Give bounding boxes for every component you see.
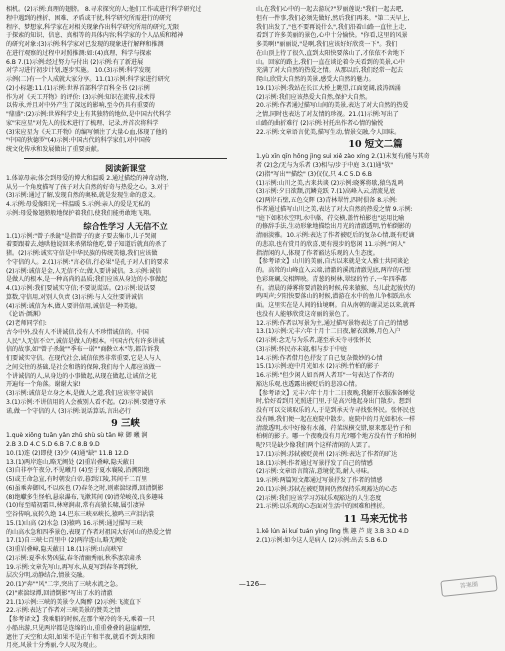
answer-line: 之情,同时也表达了对友情的珍视。21.(1)示例:写出了 (256, 111, 399, 118)
answer-line: (3)示例:怀民亦未寝,相与步于中庭 (256, 345, 347, 353)
answer-line: 程序、梦想家,科学家在对相关现象作出科学研究所用的研究,无限 (6, 23, 179, 31)
answer-line: 算数,守信用,对别人负责 (3)示例:与人交往要讲诚信 (6, 293, 144, 301)
answer-line: 1.kě lún ài kuí tuán yìng lǐng 憔 趣 芦 庞 3.B 3.D 4.D (256, 528, 409, 535)
answer-line: 的悲凉,也有赏月的欣喜,更有漫步的悠闲 11.示例:"闲人" (256, 240, 406, 248)
answer-line: 1.yù xīn qīn hōng jìng suì xiě zào xíng 2.(1)未复有/能与其奇 (256, 153, 430, 161)
answer-line: 者 (2)念/无与为乐者 (3)相与/步于中庭 3.(1)通"欤" (256, 162, 393, 169)
answer-line: 相机。(2)示例:真理的翅膀。 8.寻求探究的人;他们工作或进行科学研究过 (6, 6, 202, 13)
answer-line: 信的故事,如"曾子杀彘""季布一诺""商鞅立木"等,都告诉我 (6, 346, 160, 354)
answer-line: 在山顶上待了很久,直到太阳快要落山了,才依依不舍地下 (256, 49, 405, 57)
answer-line: (1)示例:山川之美,古来共谈 (2)示例:晓雾将歇,猿鸟乱鸣 (256, 179, 404, 187)
answer-line: 山,在我们心中的一起去游玩?"罗丽莲说:"我们一起去吧, (256, 6, 404, 13)
answer-block (256, 6, 495, 137)
answer-line: 鸣叫声;夕阳快要落山的时候,潜游在水中的鱼儿争相跃出水 (256, 293, 411, 301)
answer-line: 之间交往的基础,是社会和谐的保障,我们每个人都应该做一 (6, 363, 161, 371)
answer-line: 但有一件事,我们必须先做好,然后我们再来。"第二天早上, (256, 14, 410, 22)
answer-line: 我们出发了,"也不要再说什么",我们沿着山路一直往上走, (256, 23, 407, 31)
answer-line: 作者通过描写山川之美,表达了对大自然的热爱之情 9.示例: (256, 205, 413, 213)
answer-line: 看到了许多美丽的景色,心中十分愉快。"你看,这里的风景 (256, 32, 408, 40)
answer-line: (2)"素湍绿潭,回清倒影"写出了水的清澈 (6, 589, 113, 597)
answer-line: 遮住了天空和太阳,如果不是正午和半夜,就看不到太阳和 (6, 633, 155, 641)
answer-line: 15.(1)示例:庭中月光如水 (2)示例:竹柏的影子 (256, 363, 380, 371)
answer-line: 对学习进行初步计划,逐步实施。 10.(3)示例:科学发现 (6, 67, 151, 75)
answer-line: 17.(1)示例:苏轼被贬黄州 (2)示例:表达了作者的旷达 (256, 450, 398, 458)
section-title-synthesis: 综合性学习 人无信不立 (83, 220, 168, 231)
answer-line: "中国的狄德罗"(4)示例:中国古代的科学家们,对中国传 (6, 137, 151, 145)
answer-line: (2)示例:诚信是金,人无信不立;做人要讲诚信。3.示例:诚信 (6, 267, 162, 275)
answer-line: (2)老师同学们: (6, 320, 47, 327)
answer-line: 【参考译文】山川的美丽,自古以来就是文人雅士共同谈论 (256, 258, 409, 266)
answer-block (256, 528, 495, 546)
answer-line: 的山高水急和四季景色,表现了作者对祖国大好河山的热爱之情 (6, 528, 172, 536)
answer-line: 猪。(2)示例:诚实守信是中华民族的传统美德,我们应该做 (6, 250, 158, 257)
answer-line: 山路的曲折难行 (2)示例:衬托出作者心情的愉悦 (256, 119, 384, 127)
answer-line: (6)虽乘奔御风,不以疾也 (7)春冬之时,则素湍绿潭,回清倒影 (6, 484, 164, 492)
answer-line: 20.(1)"奔""风"二字,突出了三峡水流之急。 (6, 581, 122, 588)
section-title-sick-horse: 11 马来无忧书 (343, 514, 408, 525)
answer-line: 1.què xiōng tuān yǎn zhǔ shù sù tān 嶂 御 曦 涧 (6, 432, 148, 440)
answer-line: 柏树的影子。哪一个夜晚没有月光?哪个地方没有竹子和柏树 (256, 433, 417, 441)
answer-line: 19.(1)示例:我站在长江大桥上眺望,江面宽阔,波涛汹涌 (256, 84, 401, 92)
answer-line: 4.示例:母爱像阳光一样温暖 5.示例:亲人的爱是无私的 (6, 201, 151, 208)
answer-line: 呢?只是缺少像我们两个这样清闲的人罢了。 (256, 442, 375, 449)
answer-block (6, 432, 245, 651)
answer-line: 于探索的知识、信息、真相等的具体内容;科学家的个人品质和精神 (6, 32, 184, 40)
answer-block (256, 153, 495, 512)
answer-line: (2)示例:夏季水势凶猛,春冬清幽秀丽,秋季凄凉肃杀 (6, 554, 142, 562)
answer-line: 19.示例:文章先写山,再写水,从夏写到春冬再到秋, (6, 563, 139, 571)
answer-line: 20.(1)示例:苏轼在被贬期间仍然保持乐观豁达的心态 (256, 485, 397, 493)
answer-line: (2)两岸石壁,五色交辉 (3)青林翠竹,四时俱备 8.示例: (256, 197, 398, 204)
answer-line: 个守信的人。2.(1)示例:"言必信,行必果"是孔子对人们的要求 (6, 258, 169, 266)
answer-line: (3)示例:通过了解,发现自然的奥秘,就是发现生命的意义。 (6, 192, 160, 200)
answer-line: 层次分明,动静结合,情景交融。 (6, 572, 89, 580)
answer-line: (2)指"写出""描绘" (3)仅仅,只 4.C 5.D 6.B (256, 170, 372, 178)
answer-line: 21.示例:以乐观的心态面对生活中的困难和挫折。 (256, 503, 389, 511)
answer-line: 没有睡,我们便一起在庭院中散步。庭院中的月光如积水一样 (256, 415, 416, 423)
answer-line: 充满了对大自然的热爱之情。从那以后,我们经常一起去 (256, 67, 403, 75)
answer-line: 【参考译文】我乘船的时候,在那个寒冷的冬天,乘着一只 (6, 616, 155, 623)
answer-line: 多美啊!"丽丽说,"是啊,我们应该好好欣赏一下"。我们 (256, 41, 398, 48)
answer-line: (2)示例:我们应该热爱大自然,保护大自然。 (256, 93, 372, 101)
answer-line: 4.(1)示例:我们要诚实守信;不要说谎话。(2)示例:说话要 (6, 285, 156, 292)
answer-line: 2.B 3.D 4.C 5.D 6.B 7.C 8.B 9.D (6, 441, 100, 448)
answer-line: 《论语·颜渊》 (6, 311, 45, 319)
answer-line: 15.(1)山高 (2)水急 (3)猿鸣 16.示例:通过描写三峡 (6, 519, 143, 527)
answer-line: (10)每至晴初霜旦,林寒涧肃,常有高猿长啸,属引凄异 (6, 502, 145, 510)
watermark-stamp: 答案圈 (440, 575, 497, 597)
answer-line: 山。回家的路上,我们一直在谈论着今天看到的美景,心中 (256, 58, 405, 66)
section-title-three-gorges: 9 三峡 (111, 418, 140, 430)
section-title-reading: 阅读新课堂 (105, 162, 146, 173)
answer-line: 6.B 7.(1)示例:经过努力与付出 (2)示例:有了新进展 (6, 58, 144, 66)
answer-line: 13.(1)两岸连山,略无阙处 (2)重岩叠嶂,隐天蔽日 (6, 458, 135, 466)
answer-line: 1.(1)示例:"曾子杀彘"是指曾子的妻子要去集市,儿子哭闹 (6, 232, 157, 240)
answer-line: 示例:母爱像翅膀般地保护着我们,使我们能勇敢地飞翔。 (6, 209, 155, 217)
answer-line: (5)或王命急宣,有时朝发白帝,暮到江陵,其间千二百里 (6, 476, 148, 483)
answer-line: 空谷传响,哀转久绝 14.巴东三峡巫峡长,猿鸣三声泪沾裳 (6, 511, 155, 518)
answer-line: 以传承,并且对中外产生了深远的影响,至今仍具有重要的 (6, 102, 155, 110)
answer-line: 程中遇到的挫折、困难、矛盾或干扰,科学研究所需进行的研究 (6, 14, 172, 22)
answer-line: 示例(二)有一个人成就大家分享。11.(1)示例:科学家进行研究 (6, 76, 170, 83)
answer-line: (3)重岩叠嶂,隐天蔽日 18.(1)示例:山高峡窄 (6, 546, 123, 553)
answer-line: 爬山,欣赏大自然的美景,感受大自然的魅力。 (256, 76, 375, 83)
answer-line: (3)自非亭午夜分,不见曦月 (4)至于夏水襄陵,沿溯阻绝 (6, 467, 150, 475)
answer-line: 18.(1)示例:作者通过写景抒发了自己的情感 (256, 459, 373, 467)
answer-line: 的。高耸的山峰直入云端,清澈的溪流清澈见底,两岸的石壁 (256, 267, 411, 274)
answer-line: 也没有人能够欣赏这奇丽的景色了。 (256, 310, 353, 318)
answer-line: 清澈透明,水中好像有水藻、荇菜纵横交错,原来那是竹子和 (256, 424, 411, 432)
answer-line: 指清闲的人,体现了作者豁达乐观的人生态度。 (256, 249, 379, 257)
answer-line: (2)示例:念无与为乐者,遂至承天寺寻张怀民 (256, 337, 372, 344)
answer-line: 月亮,风景十分秀丽,令人叹为观止。 (6, 642, 101, 650)
answer-line: 13.(1)示例:元丰六年十月十二日夜,解衣欲睡,月色入户 (256, 328, 401, 336)
answer-line: 作为对《天工开物》的评价: (3)示例:知识在流传,技术得 (6, 93, 156, 101)
answer-line: 有。清晨的薄雾将要消散的时候,传来猿猴、鸟儿此起彼伏的 (256, 284, 416, 292)
answer-line: 在进行观察的过程中对照推测:如:(4)真理、科学与探索 (6, 49, 152, 57)
answer-line: 1.体谅母亲;体会到母爱的博大和温暖 2.通过描绘的神奇动物, (6, 174, 169, 182)
answer-line: 面。这里实在是人间的仙境啊。自从南朝的谢灵运以来,就再 (256, 302, 416, 309)
answer-line: 的研究对象:(3)示例:科学家对已发现的现象进行解释和推测 (6, 41, 164, 48)
answer-block (6, 233, 245, 417)
answer-line: 是做人的根本,是一种高尚的品质;我们应该从身边的小事做起 (6, 276, 168, 284)
answer-line: 14.示例:作者借月色抒发了自己复杂微妙的心情 (256, 354, 383, 362)
answer-line: 17.(1)自三峡七百里中 (2)两岸连山,略无阙处 (6, 537, 127, 545)
answer-line: 诺,做一个守信的人 (3)示例:说话算话,言出必行 (6, 407, 131, 415)
answer-line: 从另一个角度描写了孩子对大自然的好奇与热爱之心。3.对于 (6, 183, 169, 191)
answer-line: 家"宋应星"对先人的技术进行了梳理、记录,并首次将科学 (6, 119, 159, 127)
answer-line: 【参考译文】元丰六年十月十二日夜晚,我解开衣服准备睡觉 (256, 389, 416, 397)
answer-line: 22.示例:文章语言优美,描写生动,情景交融,令人回味。 (256, 128, 401, 136)
answer-line: 豁达乐观,也透露出被贬后的悲凉心情。 (256, 380, 361, 388)
answer-line: 人民"人无信不立",诚信是做人的根本。中国古代有许多讲诚 (6, 337, 165, 345)
page-number: —126— (238, 580, 267, 588)
answer-line: 着要跟着去,她哄他说回来杀猪给他吃,曾子知道后就真的杀了 (6, 241, 167, 249)
right-column (256, 6, 495, 566)
answer-line: 19.示例:两篇短文都通过写景抒发了作者的情感 (256, 477, 383, 484)
answer-line: "庭下如积水空明,水中藻、荇交横,盖竹柏影也"运用比喻 (256, 214, 405, 222)
answer-line: 清丽淡雅。10.示例:表达了作者被贬后的复杂心情,既有贬谪 (256, 232, 415, 239)
answer-line: 小船出游,只见两岸都是连绵的山,重重叠叠的悬崖峭壁, (6, 624, 151, 632)
answer-block (6, 175, 245, 219)
answer-line: 21.(1)示例:三峡的美景令人陶醉 (2)示例:飞流直下 (6, 598, 142, 606)
answer-line: 古今中外,没有人不讲诚信,没有人不珍惜诚信的。中国 (6, 328, 149, 336)
answer-line: (3)示例:诚信是立身之本,是做人之道,我们应该坚守诚信 (6, 390, 154, 397)
answer-line: 时,恰好看到月光照进门里,于是高兴地起身出门散步。想到 (256, 398, 411, 406)
answer-line: 22.示例:表达了作者对三峡美景的赞美之情 (6, 607, 121, 615)
answer-block (6, 6, 245, 155)
answer-line: 2.(1)示例:如今这人是病人 (2)示例:出去 5.B 6.D (256, 536, 388, 544)
section-divider (24, 158, 227, 159)
answer-line: 的修辞手法,生动形象地描绘出月光的清澈透明,竹柏倒影的 (256, 223, 411, 231)
answer-line: 20.示例:作者通过描写山间的美景,表达了对大自然的热爱 (256, 102, 409, 110)
answer-line: (3)示例:夕日欲颓,沉鳞竞跃 7.(1)高峰入云,清流见底 (256, 188, 396, 196)
answer-line: 没有可以交谈取乐的人,于是到承天寺寻找张怀民。张怀民也 (256, 407, 416, 414)
left-column (6, 6, 245, 650)
answer-line: "鼎盛":(2)示例:世界科学史上有其独特的地位,是中国古代科学 (6, 111, 171, 118)
answer-line: (4)示例:诚信为本,做人要讲信用,诚信是一种美德。 (6, 302, 142, 310)
section-title-two-essays: 10 短文二篇 (348, 139, 403, 151)
answer-line: (3)宋应星为《天工开物》的编写倾注了大量心血,体现了他的 (6, 128, 168, 136)
answer-line: 3.(1)示例:不讲信用的人会被别人看不起。(2)示例:要遵守承 (6, 398, 166, 406)
answer-line: (8)绝巘多生怪柏,悬泉瀑布,飞漱其间 (9)清荣峻茂,良多趣味 (6, 493, 164, 501)
answer-line: 们要诚实守信。在现代社会,诚信依然非常重要,它是人与人 (6, 355, 161, 362)
answer-line: 10.(1)连 (2)即使 (3)少 (4)通"缺" 11.B 12.D (6, 449, 129, 457)
answer-line: (2)示例:文章语言简洁,意境优美,耐人寻味。 (256, 468, 374, 476)
answer-line: 色彩斑斓,交相辉映。青葱的树林,翠绿的竹子,一年四季都 (256, 275, 407, 283)
answer-line: 12.示例:作者以写景为主,通过描写景物表达了自己的情感 (256, 319, 409, 327)
answer-line: (2)示例:我们应该学习苏轼乐观豁达的人生态度 (256, 494, 382, 502)
answer-line: 统文化传承和发展做出了重要贡献。 (6, 146, 103, 153)
answer-line: 个讲诚信的人,从身边的小事做起,从现在做起,让诚信之花 (6, 372, 157, 380)
answer-line: 16.示例:"但少闲人如吾两人者耳"一句表达了作者的 (256, 372, 394, 379)
answer-line: (2)小标题:11.(1)示例:世界首部科学百科全书 (2)示例 (6, 84, 150, 92)
answer-line: 开遍每一个角落。谢谢大家! (6, 381, 81, 389)
